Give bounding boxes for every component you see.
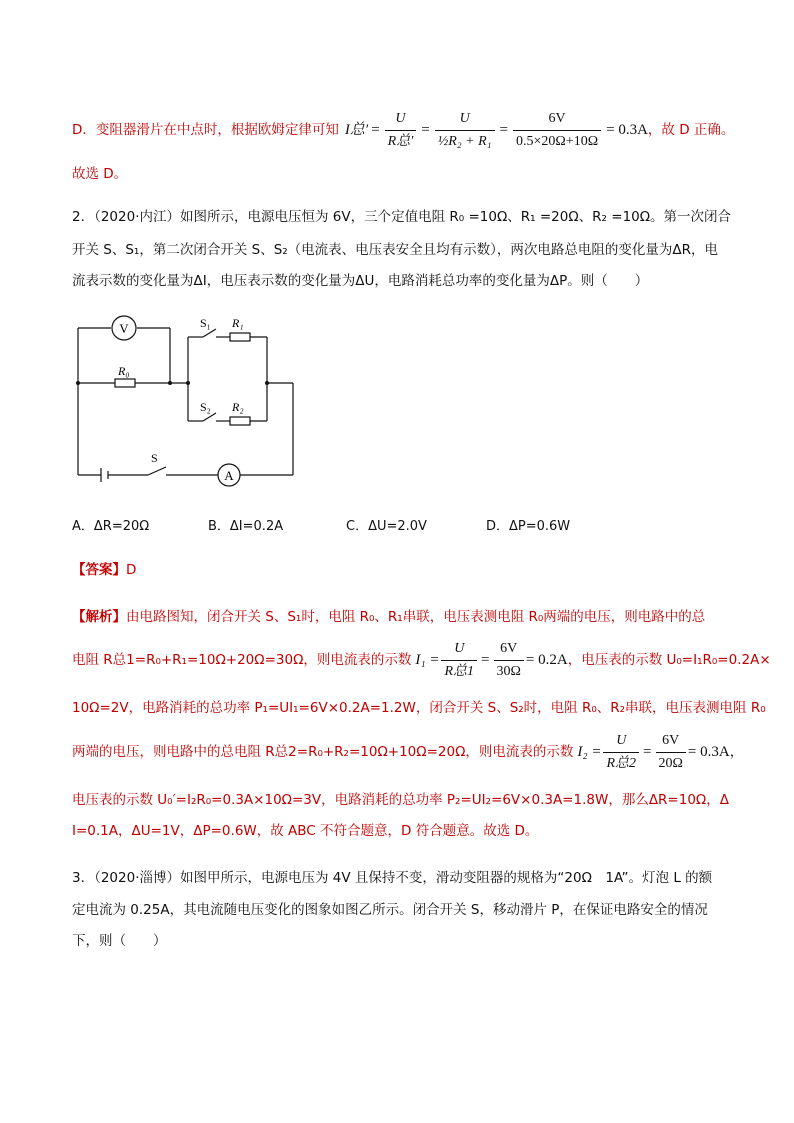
fraction-numerator: U xyxy=(616,732,627,748)
resistor-r2 xyxy=(230,417,250,425)
equals-sign: = xyxy=(643,744,652,760)
ammeter-label: A xyxy=(224,468,234,483)
q3-line-1: 3．（2020·淄博）如图甲所示，电源电压为 4V 且保持不变，滑动变阻器的规格为“20Ω 1A”。灯泡 L 的额 xyxy=(72,870,713,886)
analysis-line-6: I=0.1A，ΔU=1V，ΔP=0.6W，故 ABC 不符合题意，D 符合题意。故选 D。 xyxy=(72,823,539,839)
option-d: D．ΔP=0.6W xyxy=(486,519,571,534)
option-d-explanation xyxy=(72,105,734,155)
resistor-r0 xyxy=(115,379,135,387)
fraction-numerator: 6V xyxy=(662,732,680,748)
voltmeter-label: V xyxy=(119,321,129,336)
q2-line-1: 2．（2020·内江）如图所示，电源电压恒为 6V，三个定值电阻 R₀ =10Ω、R₁ =20Ω、R₂ =10Ω。第一次闭合 xyxy=(72,209,732,225)
fraction-denominator: 20Ω xyxy=(656,752,686,774)
fraction-numerator: U xyxy=(395,110,406,126)
analysis-text-1: 由电路图知，闭合开关 S、S₁时，电阻 R₀、R₁串联，电压表测电阻 R₀两端的电压，则电路中的总 xyxy=(126,609,706,625)
equals-sign-1: = xyxy=(371,122,380,138)
option-a: A．ΔR=20Ω xyxy=(72,519,150,534)
fraction-u-over-rtotal2 xyxy=(603,731,639,774)
q3-line-2: 定电流为 0.25A，其电流随电压变化的图象如图乙所示。闭合开关 S，移动滑片 P，在保证电路安全的情况 xyxy=(72,902,708,918)
label-r1: R₁ xyxy=(232,316,244,330)
formula-i2-lhs: I₂ = xyxy=(577,744,602,760)
fraction-denominator: ½R₂ + R₁ xyxy=(435,130,495,152)
fraction-u-over-rtotal1 xyxy=(441,639,477,682)
resistor-r1 xyxy=(230,333,250,341)
analysis-line-4 xyxy=(72,730,743,774)
label-r2: R₂ xyxy=(232,400,244,414)
fraction-denominator: R总′ xyxy=(385,130,417,152)
fraction-numeric xyxy=(513,109,601,152)
option-c: C．ΔU=2.0V xyxy=(346,519,427,534)
analysis-label: 【解析】 xyxy=(72,609,126,625)
fraction-numerator: U xyxy=(454,640,465,656)
formula-i2-result: = 0.3A xyxy=(687,744,730,760)
option-d-prefix: D．变阻器滑片在中点时，根据欧姆定律可知 xyxy=(72,122,339,138)
analysis-text-2b: ，电压表的示数 U₀=I₁R₀=0.2A× xyxy=(567,652,771,668)
equals-sign-2: = xyxy=(421,122,430,138)
formula-result: = 0.3A xyxy=(606,122,648,138)
analysis-line-5: 电压表的示数 U₀′=I₂R₀=0.3A×10Ω=3V，电路消耗的总功率 P₂=UI₂=6V×0.3A=1.8W，那么ΔR=10Ω，Δ xyxy=(72,792,729,808)
label-r0: R₀ xyxy=(118,364,130,378)
fraction-6v-over-20ohm xyxy=(656,731,686,774)
junction-dot xyxy=(76,381,80,385)
option-b: B．ΔI=0.2A xyxy=(208,519,284,534)
junction-dot xyxy=(186,381,190,385)
fraction-denominator: 0.5×20Ω+10Ω xyxy=(513,130,601,152)
answer-value: D xyxy=(126,562,137,578)
junction-dot xyxy=(265,381,269,385)
fraction-numerator: 6V xyxy=(500,640,518,656)
analysis-text-4a: 两端的电压，则电路中的总电阻 R总2=R₀+R₂=10Ω+10Ω=20Ω，则电流表的示数 xyxy=(72,744,574,760)
q2-line-3: 流表示数的变化量为ΔI，电压表示数的变化量为ΔU，电路消耗总功率的变化量为ΔP。则（ ） xyxy=(72,273,649,289)
formula-i1-lhs: I₁ = xyxy=(415,652,440,668)
q2-line-2: 开关 S、S₁，第二次闭合开关 S、S₂（电流表、电压表安全且均有示数），两次电路总电阻的变化量为ΔR，电 xyxy=(72,242,719,258)
circuit-diagram xyxy=(70,305,305,490)
label-s2: S₂ xyxy=(200,400,211,414)
fraction-u-over-r xyxy=(385,109,417,152)
fraction-numerator: 6V xyxy=(548,110,566,126)
analysis-line-1 xyxy=(72,607,705,627)
fraction-denominator: R总2 xyxy=(603,752,639,774)
option-d-suffix: ，故 D 正确。 xyxy=(647,122,735,138)
equals-sign-3: = xyxy=(499,122,509,138)
fraction-u-over-sum xyxy=(435,109,495,152)
label-s1: S₁ xyxy=(200,316,211,330)
fraction-numerator: U xyxy=(459,110,470,126)
answer-line xyxy=(72,560,136,580)
analysis-text-4b: ， xyxy=(729,744,744,760)
junction-dot xyxy=(168,381,172,385)
q3-line-3: 下，则（ ） xyxy=(72,933,167,949)
label-s: S xyxy=(151,451,158,465)
analysis-text-2a: 电阻 R总1=R₀+R₁=10Ω+20Ω=30Ω，则电流表的示数 xyxy=(72,652,412,668)
select-d-line: 故选 D。 xyxy=(72,166,128,182)
analysis-line-3: 10Ω=2V，电路消耗的总功率 P₁=UI₁=6V×0.2A=1.2W，闭合开关 S、S₂时，电阻 R₀、R₂串联，电压表测电阻 R₀ xyxy=(72,700,766,716)
equals-sign: = xyxy=(481,652,490,668)
formula-i1-result: = 0.2A xyxy=(525,652,568,668)
fraction-denominator: R总1 xyxy=(441,660,477,682)
formula-lhs: I总′ xyxy=(344,122,369,138)
fraction-6v-over-30ohm xyxy=(494,639,524,682)
analysis-line-2 xyxy=(72,638,771,682)
answer-label: 【答案】 xyxy=(72,562,126,578)
fraction-denominator: 30Ω xyxy=(494,660,524,682)
